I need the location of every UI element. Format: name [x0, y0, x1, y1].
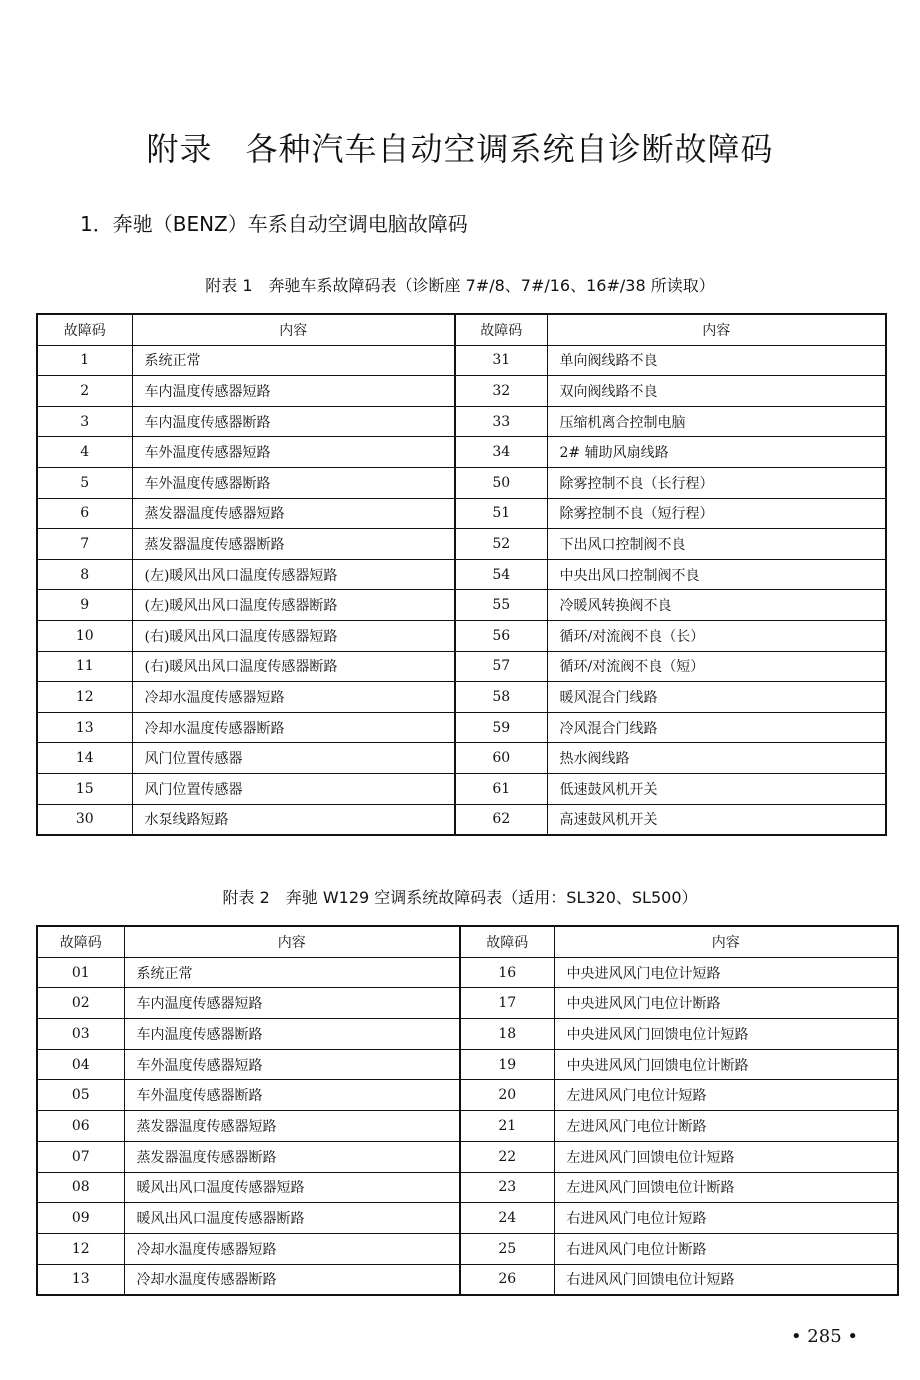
fault-description-cell: 蒸发器温度传感器短路 [124, 1111, 460, 1142]
fault-description-cell: 右进风风门回馈电位计短路 [554, 1264, 898, 1295]
fault-description-cell: 冷却水温度传感器短路 [124, 1233, 460, 1264]
table-row [37, 590, 886, 621]
fault-code-cell: 01 [37, 957, 124, 988]
fault-description-cell: 车外温度传感器短路 [132, 437, 455, 468]
table-row [37, 712, 886, 743]
fault-code-cell: 26 [460, 1264, 554, 1295]
table-header-row [37, 926, 898, 957]
fault-code-cell: 58 [455, 682, 547, 713]
fault-description-cell: 车内温度传感器短路 [132, 376, 455, 407]
table-row [37, 437, 886, 468]
fault-description-cell: 蒸发器温度传感器断路 [132, 529, 455, 560]
table-row [37, 988, 898, 1019]
fault-description-cell: 中央进风风门电位计断路 [554, 988, 898, 1019]
fault-description-cell: 系统正常 [124, 957, 460, 988]
fault-description-cell: 单向阀线路不良 [547, 345, 886, 376]
fault-code-cell: 10 [37, 620, 132, 651]
fault-code-cell: 54 [455, 559, 547, 590]
table-row [37, 1049, 898, 1080]
fault-code-cell: 62 [455, 804, 547, 835]
fault-description-cell: 车外温度传感器断路 [124, 1080, 460, 1111]
fault-code-cell: 6 [37, 498, 132, 529]
header-code-left: 故障码 [37, 926, 124, 957]
fault-code-cell: 5 [37, 467, 132, 498]
fault-description-cell: 蒸发器温度传感器断路 [124, 1141, 460, 1172]
table-row [37, 1172, 898, 1203]
fault-code-cell: 50 [455, 467, 547, 498]
table-row [37, 559, 886, 590]
fault-description-cell: 2# 辅助风扇线路 [547, 437, 886, 468]
fault-code-cell: 7 [37, 529, 132, 560]
table-row [37, 651, 886, 682]
fault-description-cell: 循环/对流阀不良（短） [547, 651, 886, 682]
fault-code-cell: 9 [37, 590, 132, 621]
fault-description-cell: (左)暖风出风口温度传感器断路 [132, 590, 455, 621]
fault-code-cell: 8 [37, 559, 132, 590]
fault-description-cell: 中央进风风门回馈电位计断路 [554, 1049, 898, 1080]
fault-description-cell: 右进风风门电位计断路 [554, 1233, 898, 1264]
fault-description-cell: 风门位置传感器 [132, 743, 455, 774]
fault-description-cell: 右进风风门电位计短路 [554, 1203, 898, 1234]
fault-description-cell: 左进风风门回馈电位计断路 [554, 1172, 898, 1203]
table2-caption: 附表 2 奔驰 W129 空调系统故障码表（适用：SL320、SL500） [222, 888, 698, 907]
fault-description-cell: 冷却水温度传感器断路 [124, 1264, 460, 1295]
fault-code-cell: 11 [37, 651, 132, 682]
table-header-row [37, 314, 886, 345]
fault-code-cell: 08 [37, 1172, 124, 1203]
header-content-left: 内容 [124, 926, 460, 957]
fault-description-cell: 除雾控制不良（长行程） [547, 467, 886, 498]
fault-description-cell: 蒸发器温度传感器短路 [132, 498, 455, 529]
fault-code-cell: 04 [37, 1049, 124, 1080]
fault-code-cell: 3 [37, 406, 132, 437]
fault-code-cell: 4 [37, 437, 132, 468]
fault-description-cell: 下出风口控制阀不良 [547, 529, 886, 560]
fault-code-cell: 03 [37, 1019, 124, 1050]
fault-description-cell: 左进风风门回馈电位计短路 [554, 1141, 898, 1172]
fault-description-cell: 冷风混合门线路 [547, 712, 886, 743]
table-row [37, 1141, 898, 1172]
fault-description-cell: 循环/对流阀不良（长） [547, 620, 886, 651]
fault-description-cell: 冷却水温度传感器短路 [132, 682, 455, 713]
fault-description-cell: 车外温度传感器断路 [132, 467, 455, 498]
fault-code-cell: 34 [455, 437, 547, 468]
fault-description-cell: 暖风出风口温度传感器短路 [124, 1172, 460, 1203]
table-row [37, 376, 886, 407]
fault-description-cell: 中央出风口控制阀不良 [547, 559, 886, 590]
fault-code-cell: 23 [460, 1172, 554, 1203]
table-row [37, 1264, 898, 1295]
table-row [37, 743, 886, 774]
fault-code-cell: 12 [37, 1233, 124, 1264]
fault-code-cell: 21 [460, 1111, 554, 1142]
header-code-right: 故障码 [455, 314, 547, 345]
fault-code-cell: 30 [37, 804, 132, 835]
fault-code-cell: 55 [455, 590, 547, 621]
fault-code-cell: 20 [460, 1080, 554, 1111]
table-row [37, 804, 886, 835]
fault-description-cell: 暖风混合门线路 [547, 682, 886, 713]
header-content-left: 内容 [132, 314, 455, 345]
fault-description-cell: 暖风出风口温度传感器断路 [124, 1203, 460, 1234]
table-row [37, 529, 886, 560]
table-row [37, 1019, 898, 1050]
fault-code-cell: 60 [455, 743, 547, 774]
table-row [37, 1203, 898, 1234]
fault-description-cell: 左进风风门电位计断路 [554, 1111, 898, 1142]
section-title: 1．奔驰（BENZ）车系自动空调电脑故障码 [80, 212, 468, 236]
page-number: • 285 • [790, 1326, 858, 1347]
fault-code-cell: 16 [460, 957, 554, 988]
table-row [37, 620, 886, 651]
fault-description-cell: 系统正常 [132, 345, 455, 376]
fault-code-cell: 07 [37, 1141, 124, 1172]
fault-code-cell: 33 [455, 406, 547, 437]
fault-code-cell: 17 [460, 988, 554, 1019]
fault-code-cell: 61 [455, 773, 547, 804]
table-row [37, 1080, 898, 1111]
fault-description-cell: 高速鼓风机开关 [547, 804, 886, 835]
table-row [37, 498, 886, 529]
fault-code-cell: 05 [37, 1080, 124, 1111]
fault-code-cell: 18 [460, 1019, 554, 1050]
fault-code-cell: 59 [455, 712, 547, 743]
fault-description-cell: 中央进风风门回馈电位计短路 [554, 1019, 898, 1050]
page-title: 附录 各种汽车自动空调系统自诊断故障码 [146, 130, 774, 168]
fault-description-cell: (右)暖风出风口温度传感器断路 [132, 651, 455, 682]
fault-code-cell: 12 [37, 682, 132, 713]
table-row [37, 1233, 898, 1264]
table-row [37, 1111, 898, 1142]
fault-code-cell: 25 [460, 1233, 554, 1264]
fault-code-cell: 19 [460, 1049, 554, 1080]
fault-description-cell: 热水阀线路 [547, 743, 886, 774]
fault-description-cell: 除雾控制不良（短行程） [547, 498, 886, 529]
fault-code-cell: 31 [455, 345, 547, 376]
table-row [37, 345, 886, 376]
fault-code-cell: 13 [37, 712, 132, 743]
fault-code-cell: 15 [37, 773, 132, 804]
fault-code-cell: 32 [455, 376, 547, 407]
fault-code-cell: 13 [37, 1264, 124, 1295]
fault-description-cell: 低速鼓风机开关 [547, 773, 886, 804]
fault-description-cell: 风门位置传感器 [132, 773, 455, 804]
fault-description-cell: (右)暖风出风口温度传感器短路 [132, 620, 455, 651]
fault-description-cell: 双向阀线路不良 [547, 376, 886, 407]
fault-code-cell: 14 [37, 743, 132, 774]
fault-description-cell: 冷暖风转换阀不良 [547, 590, 886, 621]
header-content-right: 内容 [554, 926, 898, 957]
table-row [37, 957, 898, 988]
fault-code-cell: 56 [455, 620, 547, 651]
table-row [37, 682, 886, 713]
fault-description-cell: 车外温度传感器短路 [124, 1049, 460, 1080]
header-code-right: 故障码 [460, 926, 554, 957]
fault-code-cell: 57 [455, 651, 547, 682]
fault-description-cell: 水泵线路短路 [132, 804, 455, 835]
fault-code-cell: 24 [460, 1203, 554, 1234]
fault-code-cell: 06 [37, 1111, 124, 1142]
fault-code-cell: 51 [455, 498, 547, 529]
table-row [37, 773, 886, 804]
table-row [37, 467, 886, 498]
fault-description-cell: 中央进风风门电位计短路 [554, 957, 898, 988]
header-content-right: 内容 [547, 314, 886, 345]
fault-description-cell: (左)暖风出风口温度传感器短路 [132, 559, 455, 590]
fault-description-cell: 车内温度传感器短路 [124, 988, 460, 1019]
fault-description-cell: 车内温度传感器断路 [132, 406, 455, 437]
table-row [37, 406, 886, 437]
fault-code-cell: 02 [37, 988, 124, 1019]
fault-code-cell: 22 [460, 1141, 554, 1172]
fault-description-cell: 车内温度传感器断路 [124, 1019, 460, 1050]
fault-code-cell: 2 [37, 376, 132, 407]
fault-code-cell: 52 [455, 529, 547, 560]
fault-code-table-2 [36, 925, 899, 1296]
fault-code-cell: 1 [37, 345, 132, 376]
fault-code-table-1 [36, 313, 887, 836]
header-code-left: 故障码 [37, 314, 132, 345]
fault-description-cell: 左进风风门电位计短路 [554, 1080, 898, 1111]
fault-code-cell: 09 [37, 1203, 124, 1234]
fault-description-cell: 压缩机离合控制电脑 [547, 406, 886, 437]
table1-caption: 附表 1 奔驰车系故障码表（诊断座 7#/8、7#/16、16#/38 所读取） [205, 276, 715, 295]
fault-description-cell: 冷却水温度传感器断路 [132, 712, 455, 743]
